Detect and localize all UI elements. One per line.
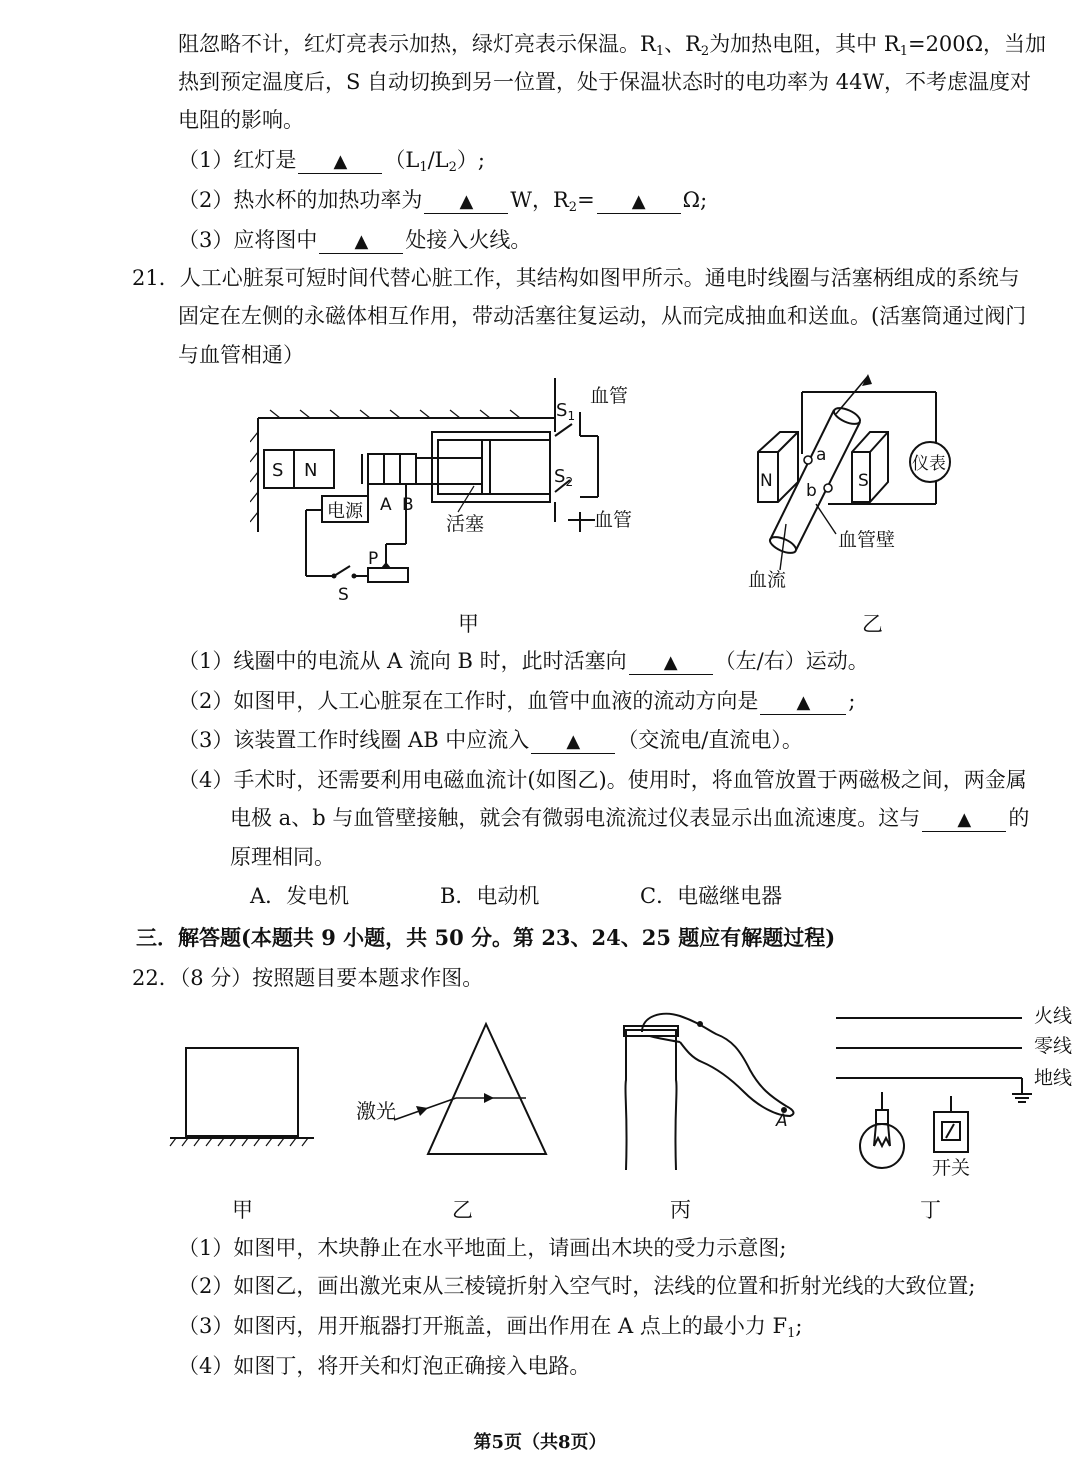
q21-part1: （1）线圈中的电流从 A 流向 B 时，此时活塞向 ▲ （左/右）运动。 bbox=[178, 649, 869, 673]
answer-blank[interactable]: ▲ bbox=[629, 648, 713, 675]
q20-part2: （2）热水杯的加热功率为 ▲ W，$R_2=$ ▲ Ω; bbox=[178, 188, 708, 215]
answer-blank[interactable]: ▲ bbox=[597, 187, 681, 214]
answer-blank[interactable]: ▲ bbox=[922, 805, 1006, 832]
figure-block-on-ground bbox=[166, 1040, 316, 1150]
magnet-s-label: S bbox=[272, 460, 284, 481]
coil-b-label: B bbox=[402, 495, 414, 515]
figure-bottle-opener bbox=[612, 1010, 812, 1170]
q21-line1: 21．人工心脏泵可短时间代替心脏工作，其结构如图甲所示。通电时线圈与活塞柄组成的系统与 bbox=[132, 266, 1020, 290]
answer-blank[interactable]: ▲ bbox=[298, 147, 382, 174]
q21-option-b[interactable]: B．电动机 bbox=[440, 884, 540, 908]
figure-household-circuit bbox=[832, 1000, 1077, 1185]
figure-prism bbox=[350, 1020, 560, 1160]
live-wire-label: 火线 bbox=[1034, 1005, 1073, 1027]
answer-blank[interactable]: ▲ bbox=[424, 187, 508, 214]
electrode-b-label: b bbox=[806, 481, 817, 501]
piston-label: 活塞 bbox=[446, 513, 485, 535]
q21-option-a[interactable]: A．发电机 bbox=[250, 884, 350, 908]
vessel-bottom-label: 血管 bbox=[594, 509, 633, 531]
switch-label: 开关 bbox=[932, 1157, 971, 1179]
answer-blank[interactable]: ▲ bbox=[760, 688, 846, 715]
point-a-label: A bbox=[776, 1111, 788, 1131]
q22-part4: （4）如图丁，将开关和灯泡正确接入电路。 bbox=[178, 1354, 591, 1378]
figure-caption-yi: 乙 bbox=[862, 612, 883, 636]
figure-caption-ding-22: 丁 bbox=[920, 1198, 941, 1222]
q21-part4-line2: 电极 a、b 与血管壁接触，就会有微弱电流流过仪表显示出血流速度。这与 ▲ 的 bbox=[230, 806, 1030, 830]
meter-magnet-s-label: S bbox=[858, 471, 869, 491]
figure-caption-jia-22: 甲 bbox=[232, 1198, 253, 1222]
coil-a-label: A bbox=[380, 495, 392, 515]
q20-part3: （3）应将图中 ▲ 处接入火线。 bbox=[178, 228, 532, 252]
figure-caption-jia: 甲 bbox=[458, 612, 479, 636]
figure-flow-meter bbox=[740, 374, 970, 594]
figure-caption-bing-22: 丙 bbox=[670, 1198, 691, 1222]
meter-magnet-n-label: N bbox=[760, 471, 773, 491]
q20-intro-line2: 热到预定温度后，S 自动切换到另一位置，处于保温状态时的电功率为 44W，不考虑温度对 bbox=[178, 70, 1032, 94]
figure-heart-pump bbox=[250, 372, 650, 607]
q21-option-c[interactable]: C．电磁继电器 bbox=[640, 884, 783, 908]
q22-part2: （2）如图乙，画出激光束从三棱镜折射入空气时，法线的位置和折射光线的大致位置; bbox=[178, 1274, 976, 1298]
q20-intro-line1: 阻忽略不计，红灯亮表示加热，绿灯亮表示保温。$R_1$、$R_2$为加热电阻，其中 $R_1=200\Omega$，当加 bbox=[178, 32, 1047, 59]
q21-part3: （3）该装置工作时线圈 AB 中应流入 ▲ （交流电/直流电）。 bbox=[178, 728, 803, 752]
ground-wire-label: 地线 bbox=[1034, 1067, 1073, 1089]
q22-part1: （1）如图甲，木块静止在水平地面上，请画出木块的受力示意图; bbox=[178, 1236, 787, 1260]
vessel-wall-label: 血管壁 bbox=[838, 529, 896, 551]
blood-flow-label: 血流 bbox=[748, 569, 787, 591]
section-heading: 三．解答题(本题共 9 小题，共 50 分。第 23、24、25 题应有解题过程) bbox=[136, 925, 836, 950]
q21-part4-line1: （4）手术时，还需要利用电磁血流计(如图乙)。使用时，将血管放置于两磁极之间，两金属 bbox=[178, 768, 1027, 792]
q22-title: 22．（8 分）按照题目要本题求作图。 bbox=[132, 966, 484, 990]
switch-s-label: S bbox=[338, 585, 349, 605]
q20-part1: （1）红灯是 ▲ $(L_1/L_2)$; bbox=[178, 148, 485, 175]
vessel-top-label: 血管 bbox=[590, 385, 629, 407]
q21-part4-line3: 原理相同。 bbox=[230, 845, 335, 869]
valve-s1-label: $S_1$ bbox=[556, 400, 576, 423]
q20-intro-line3: 电阻的影响。 bbox=[178, 108, 304, 132]
magnet-n-label: N bbox=[304, 460, 318, 481]
q22-part3: （3）如图丙，用开瓶器打开瓶盖，画出作用在 A 点上的最小力 $F_1$; bbox=[178, 1314, 803, 1341]
page-footer: 第5页（共8页） bbox=[473, 1432, 607, 1453]
q21-line2: 固定在左侧的永磁体相互作用，带动活塞往复运动，从而完成抽血和送血。(活塞筒通过阀门 bbox=[178, 304, 1027, 328]
answer-blank[interactable]: ▲ bbox=[531, 727, 615, 754]
valve-s2-label: $S_2$ bbox=[554, 466, 574, 489]
laser-label: 激光 bbox=[356, 1099, 396, 1123]
power-supply-label: 电源 bbox=[327, 501, 363, 522]
answer-blank[interactable]: ▲ bbox=[319, 227, 403, 254]
q21-line3: 与血管相通） bbox=[178, 343, 304, 367]
neutral-wire-label: 零线 bbox=[1034, 1035, 1073, 1057]
q21-part2: （2）如图甲，人工心脏泵在工作时，血管中血液的流动方向是 ▲ ; bbox=[178, 689, 856, 713]
meter-label: 仪表 bbox=[912, 454, 946, 474]
electrode-a-label: a bbox=[816, 445, 827, 465]
slider-p-label: P bbox=[368, 549, 379, 569]
figure-caption-yi-22: 乙 bbox=[452, 1198, 473, 1222]
